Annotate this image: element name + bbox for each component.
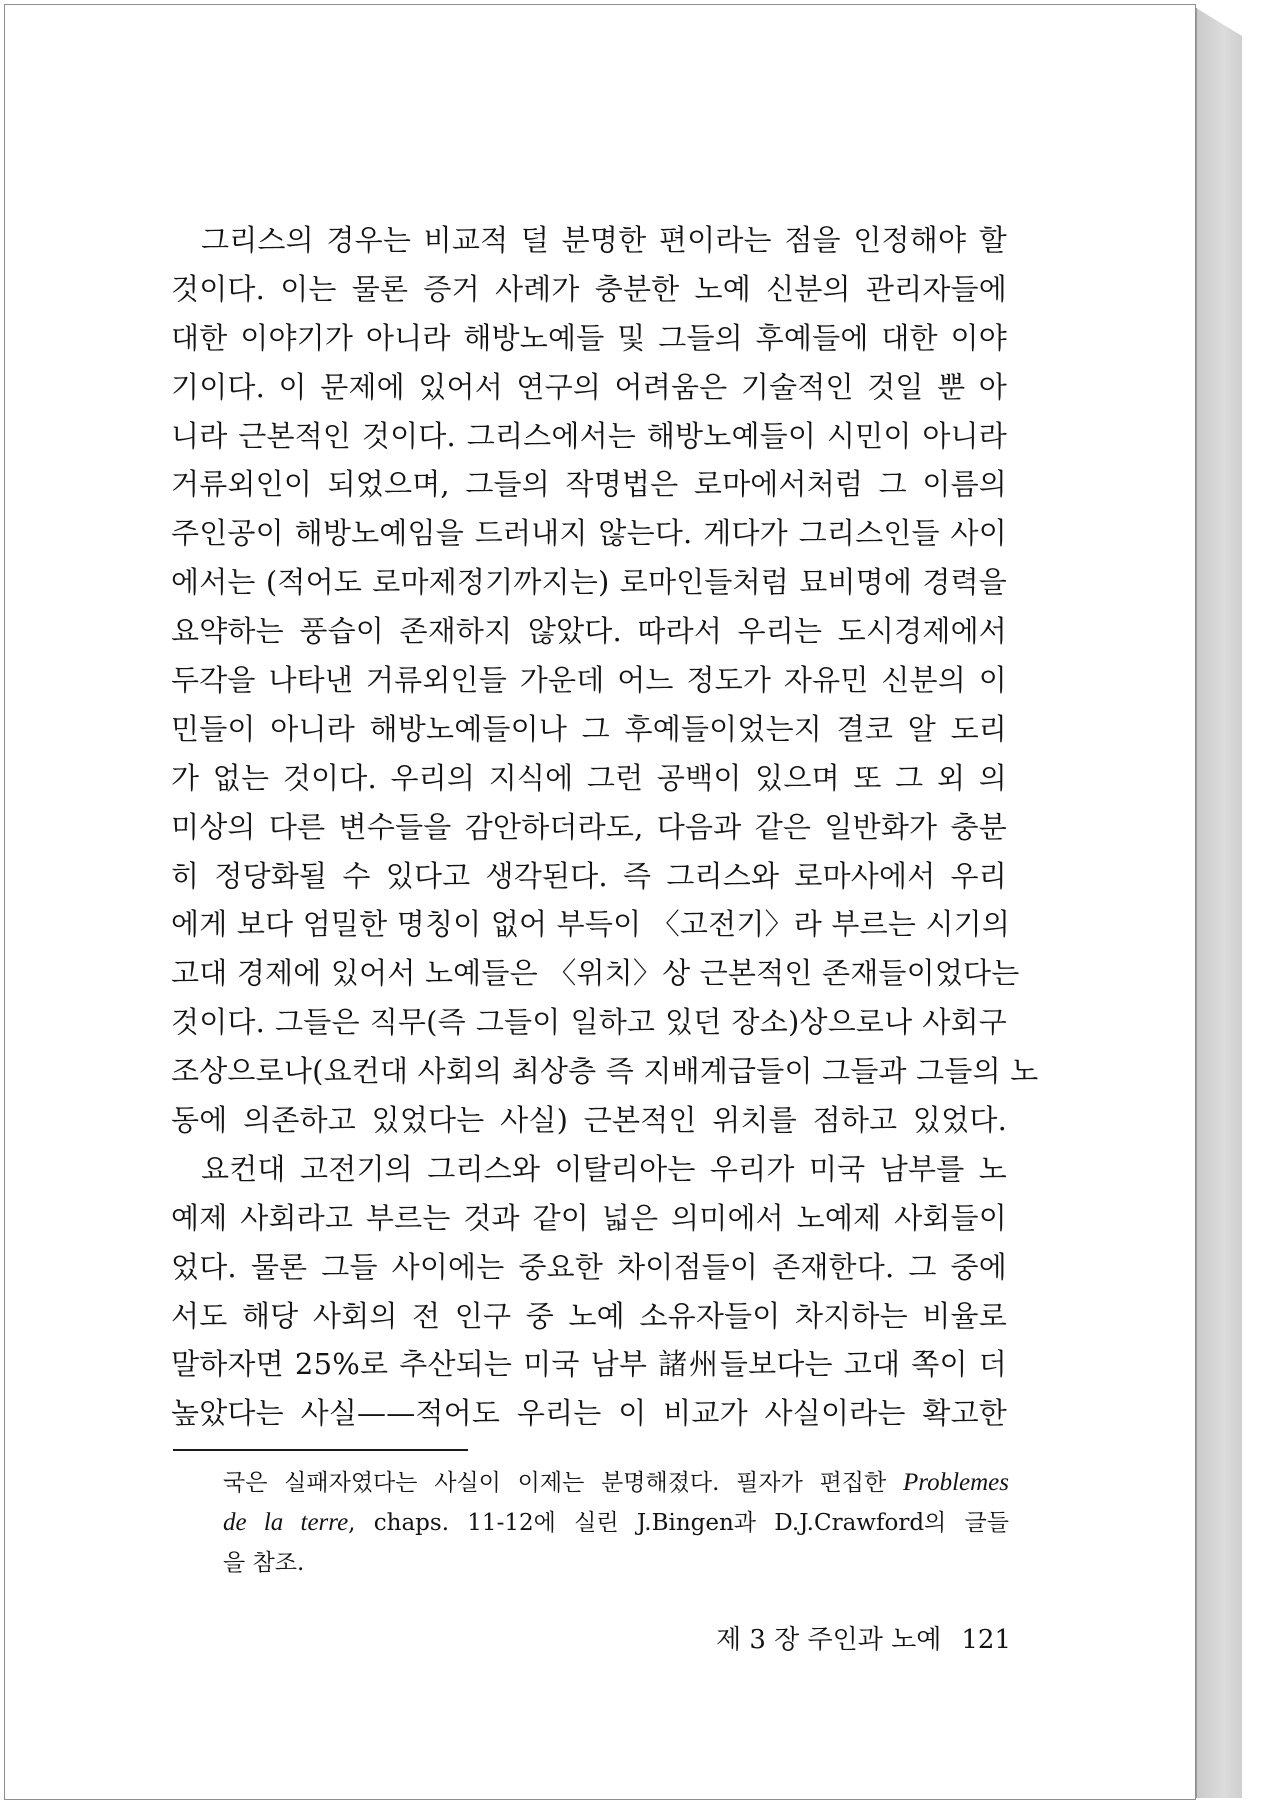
text-line: 두각을 나타낸 거류외인들 가운데 어느 정도가 자유민 신분의 이 <box>171 663 1007 698</box>
footnote <box>223 1463 1009 1583</box>
body-text <box>171 216 1039 1438</box>
text-line: 요약하는 풍습이 존재하지 않았다. 따라서 우리는 도시경제에서 <box>171 614 1007 649</box>
text-line: 민들이 아니라 해방노예들이나 그 후예들이었는지 결코 알 도리 <box>171 711 1007 746</box>
text-line: 히 정당화될 수 있다고 생각된다. 즉 그리스와 로마사에서 우리 <box>171 858 1007 893</box>
text-line: 에게 보다 엄밀한 명칭이 없어 부득이 〈고전기〉라 부르는 시기의 <box>171 907 1011 942</box>
book-page-edge <box>1196 8 1242 1798</box>
text-line: 말하자면 25%로 추산되는 미국 남부 諸州들보다는 고대 쪽이 더 <box>171 1347 1007 1382</box>
text-line: 그리스의 경우는 비교적 덜 분명한 편이라는 점을 인정해야 할 <box>201 223 1007 257</box>
book-page <box>4 4 1196 1800</box>
book-page-edge-line <box>1196 8 1197 1798</box>
text-line: 에서는 (적어도 로마제정기까지는) 로마인들처럼 묘비명에 경력을 <box>171 565 1007 600</box>
footnote-book-title: de la terre <box>223 1509 349 1536</box>
text-line: 거류외인이 되었으며, 그들의 작명법은 로마에서처럼 그 이름의 <box>171 467 1007 502</box>
chapter-title: 제 3 장 주인과 노예 <box>715 1625 942 1655</box>
footnote-text: , chaps. 11-12에 실린 J.Bingen과 D.J.Crawford의 글들 <box>348 1510 1009 1536</box>
text-line: 기이다. 이 문제에 있어서 연구의 어려움은 기술적인 것일 뿐 아 <box>171 369 1007 404</box>
text-line: 었다. 물론 그들 사이에는 중요한 차이점들이 존재한다. 그 중에 <box>171 1249 1007 1284</box>
text-line: 것이다. 이는 물론 증거 사례가 충분한 노예 신분의 관리자들에 <box>171 271 1007 306</box>
footnote-text: 국은 실패자였다는 사실이 이제는 분명해졌다. 필자가 편집한 <box>223 1470 887 1496</box>
text-line: 니라 근본적인 것이다. 그리스에서는 해방노예들이 시민이 아니라 <box>171 418 1007 453</box>
text-line: 서도 해당 사회의 전 인구 중 노예 소유자들이 차지하는 비율로 <box>171 1298 1007 1333</box>
footnote-line <box>223 1463 1009 1503</box>
text-line: 고대 경제에 있어서 노예들은 〈위치〉상 근본적인 존재들이었다는 <box>171 956 1020 991</box>
text-line: 주인공이 해방노예임을 드러내지 않는다. 게다가 그리스인들 사이 <box>171 516 1007 551</box>
text-line: 높았다는 사실——적어도 우리는 이 비교가 사실이라는 확고한 <box>171 1396 1007 1431</box>
running-footer <box>691 1619 1011 1656</box>
text-line: 예제 사회라고 부르는 것과 같이 넓은 의미에서 노예제 사회들이 <box>171 1200 1007 1235</box>
text-line: 대한 이야기가 아니라 해방노예들 및 그들의 후예들에 대한 이야 <box>171 320 1007 355</box>
text-line: 것이다. 그들은 직무(즉 그들이 일하고 있던 장소)상으로나 사회구 <box>171 1005 1007 1040</box>
footnote-divider <box>173 1449 468 1451</box>
text-line: 요컨대 고전기의 그리스와 이탈리아는 우리가 미국 남부를 노 <box>201 1151 1007 1186</box>
footnote-book-title: Problemes <box>903 1469 1009 1496</box>
footnote-line: 을 참조. <box>223 1550 305 1576</box>
text-line: 조상으로나(요컨대 사회의 최상층 즉 지배계급들이 그들과 그들의 노 <box>171 1054 1039 1089</box>
text-line: 가 없는 것이다. 우리의 지식에 그런 공백이 있으며 또 그 외 의 <box>171 760 1007 795</box>
text-line: 미상의 다른 변수들을 감안하더라도, 다음과 같은 일반화가 충분 <box>171 809 1007 844</box>
footnote-line <box>223 1503 1009 1543</box>
page-number: 121 <box>961 1625 1011 1655</box>
text-line: 동에 의존하고 있었다는 사실) 근본적인 위치를 점하고 있었다. <box>171 1103 1007 1138</box>
